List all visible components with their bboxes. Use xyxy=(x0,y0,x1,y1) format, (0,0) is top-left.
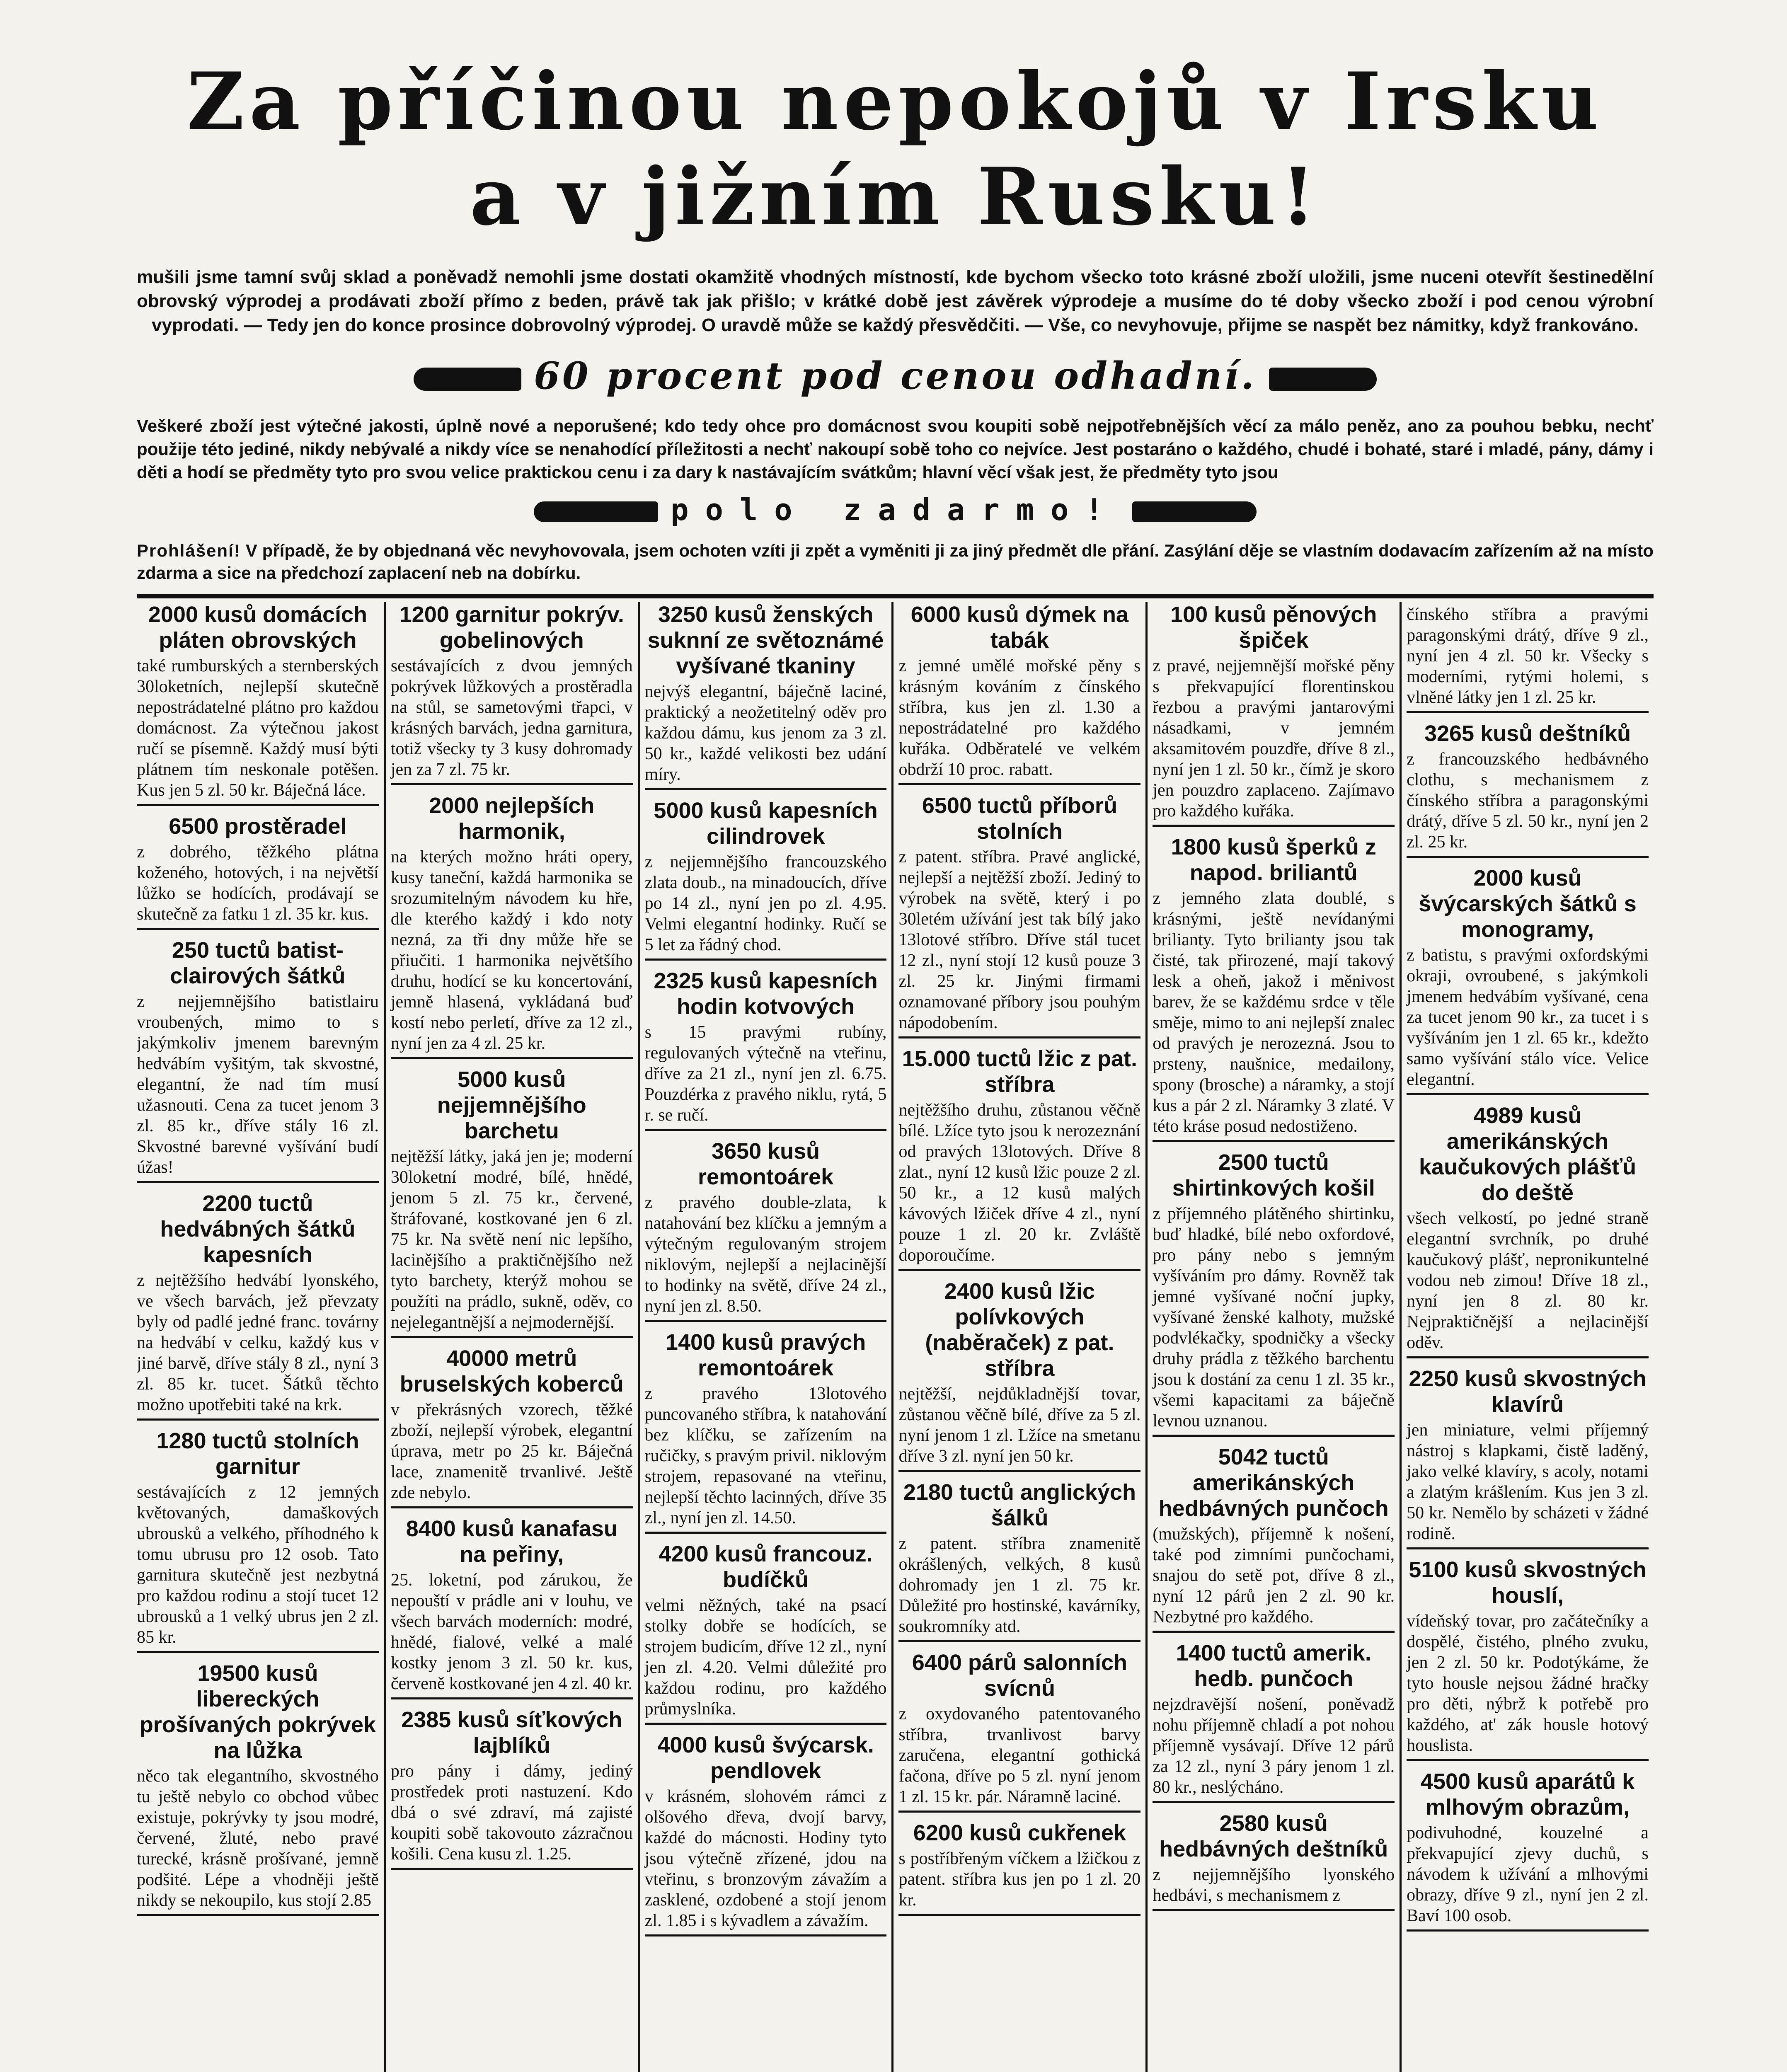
product-title: 2000 kusů domácích pláten obrovských xyxy=(148,602,368,653)
pointing-hand-left-icon xyxy=(414,368,521,391)
product-ad xyxy=(1407,604,1649,713)
product-description: nejvýš elegantní, báječně laciné, praktický a neožetitelný oděv pro každou dámu, kus jenom za 3 zl. 50 kr., každé velikosti bez udání míry. xyxy=(644,682,887,784)
product-ad xyxy=(391,602,633,785)
product-description: sestávajících z dvou jemných pokrývek lůžkových a prostěradla na stůl, se sametovými třapci, v krásných barvách, jedna garnitura, totiž všecky ty 3 kusy dohromady jen za 7 zl. 75 kr. xyxy=(390,656,633,779)
product-description: na kterých možno hráti opery, kusy taneční, každá harmonika se srozumitelným návodem ku hře, dle kterého každý i kdo noty nezná, za tři dny může hře se přiučiti. 1 harmonika největšího druhu, hodící se ku koncertování, jemně hlasená, vykládaná buď kostí nebo perletí, dříve za 12 zl., nyní jen za 4 zl. 25 kr. xyxy=(390,847,633,1053)
product-ad xyxy=(137,1661,379,1916)
product-title: 1400 tuctů amerik. hedb. punčoch xyxy=(1176,1641,1371,1691)
product-ad xyxy=(137,813,379,930)
product-ad xyxy=(645,798,887,961)
polo-zadarmo-text: polo zadarmo! xyxy=(671,492,1120,527)
product-ad xyxy=(898,793,1140,1038)
product-description: s postříbřeným víčkem a lžičkou z patent. stříbra kus jen po 1 zl. 20 kr. xyxy=(898,1849,1141,1910)
product-description: vídeňský tovar, pro začátečníky a dospělé, čistého, plného zvuku, jen 2 zl. 50 kr. Podotýkáme, že tyto housle nejsou žádné hračky pro děti, nýbrž k potřebě pro každého, at' zák housle hotový houslista. xyxy=(1407,1612,1649,1755)
product-description: z jemného zlata doublé, s krásnými, ještě nevídanými brilianty. Tyto brilianty jsou tak čisté, tak přirozené, mají takový lesk a oheň, jakož i měnivost barev, že se každému srdce v těle směje, mimo to ani nejlepší znalec od pravých je nerozezná. Jsou to prsteny, naušnice, medailony, spony (brosche) a náramky, a stojí kus a pár 2 zl. Náramky 3 zlaté. V této kráse posud nedostiženo. xyxy=(1153,889,1395,1136)
product-title: 1200 garnitur pokrýv. gobelinových xyxy=(399,602,624,653)
product-ad xyxy=(391,1346,633,1508)
product-ad xyxy=(1407,1103,1649,1358)
product-ad xyxy=(645,1732,887,1936)
polo-zadarmo-banner xyxy=(137,492,1654,527)
product-description: z nejjemnějšího lyonského hedbávi, s mechanismem z xyxy=(1153,1865,1395,1905)
product-ad xyxy=(1153,1640,1395,1803)
product-ad xyxy=(645,602,887,790)
product-title: 3265 kusů deštníků xyxy=(1424,721,1631,746)
product-description: nejzdravější nošení, poněvadž nohu příjemně chladí a pot nohou příjemně vysávají. Dříve 12 párů za 12 zl., nyní 3 páry jenom 1 zl. 80 kr., neslýcháno. xyxy=(1153,1695,1395,1797)
product-description: v překrásných vzorech, těžké zboží, nejlepší výrobek, elegantní úprava, metr po 25 kr. Báječná lace, znamenitě trvanlivé. Ještě zde nebylo. xyxy=(390,1400,633,1502)
product-ad xyxy=(645,968,887,1131)
product-ad xyxy=(1153,1150,1395,1437)
product-title: 2000 kusů švýcarských šátků s monogramy, xyxy=(1419,866,1637,942)
product-title: 1800 kusů šperků z napod. briliantů xyxy=(1171,835,1376,885)
body-paragraph: Veškeré zboží jest výtečné jakosti, úplně nové a neporušené; kdo tedy ohce pro domácnost svou koupiti sobě nejpotřebnějších věcí za málo peněz, ano za pouhou bebku, nechť použije této jediné, nikdy nebývalé a nikdy více se nenahodící příležitosti a nechť nakoupí sobě toho co nejvíce. Jest postaráno o každého, chudé i bohaté, staré i mladé, pány, dámy i děti a hodí se předměty tyto pro svou velice praktickou cenu i za dary k nastávajícím svátkům; hlavní věcí však jest, že předměty tyto jsou xyxy=(137,416,1654,482)
product-description: něco tak elegantního, skvostného tu ještě nebylo co obchod vůbec existuje, pokrývky ty jsou modré, červené, žluté, nebo pravé turecké, krásně prošívané, jemně podšité. Lépe a vhodněji ještě nikdy se nekoupilo, kus stojí 2.85 xyxy=(137,1767,379,1910)
product-title: 2250 kusů skvostných klavírů xyxy=(1409,1366,1647,1417)
product-ad xyxy=(898,1820,1140,1916)
column-5 xyxy=(1145,602,1400,2072)
divider-rule xyxy=(137,594,1654,598)
product-title: 1400 kusů pravých remontoárek xyxy=(665,1330,866,1380)
product-description: z pravé, nejjemnější mořské pěny s překvapující florentinskou řezbou a pravými jantarovými násadkami, v jemném aksamitovém pouzdře, dříve 8 zl., nyní jen 1 zl. 50 kr., čímž je skoro jen pouzdro zaplaceno. Zajímavo pro každého kuřáka. xyxy=(1153,656,1395,821)
declaration-label: Prohlášení! xyxy=(137,541,241,560)
product-description: z batistu, s pravými oxfordskými okraji, ovroubené, s jakýmkoli jmenem hedvábím vyšívané, cena za tucet jenom 90 kr., za tucet i s vyšíváním jen 1 zl. 65 kr., kdežto samo vyšívání stálo více. Velice elegantní. xyxy=(1407,946,1649,1089)
product-ad xyxy=(137,1191,379,1421)
product-title: 6000 kusů dýmek na tabák xyxy=(910,602,1129,653)
product-ad xyxy=(1407,1769,1649,1932)
product-description: nejtěžší látky, jaká jen je; moderní 30loketní modré, bílé, hnědé, jenom 5 zl. 75 kr., červené, štráfované, kostkované jen 6 zl. 75 kr. Na světě není nic lepšího, lacinějšího a praktičnějšího než tyto barchety, kterýž mohou se použíti na prádlo, sukně, oděv, co nejelegantnější a nejmodernější. xyxy=(390,1147,633,1332)
subheadline-text: 60 procent pod cenou odhadní. xyxy=(534,354,1257,398)
product-title: 2385 kusů síťkových lajblíků xyxy=(401,1707,622,1758)
product-description: z nejjemnějšího batistlairu vroubených, mimo to s jakýmkoliv jmenem barevným hedvábím vyšitým, tak skvostné, elegantní, že nad tím musí užasnouti. Cena za tucet jenom 3 zl. 85 kr., dříve stály 16 zl. Skvostné barevné vyšívání budí úžas! xyxy=(137,992,379,1177)
product-description: s 15 pravými rubíny, regulovaných výtečně na vteřinu, dříve za 21 zl., nyní jen zl. 6.75. Pouzdérka z pravého niklu, rytá, 5 r. se ručí. xyxy=(644,1023,887,1125)
product-title: 6400 párů salonních svícnů xyxy=(912,1650,1127,1701)
product-description: z pravého double-zlata, k natahování bez klíčku a jemným a výtečným regulovaným strojem niklovým, nejlepší a nejlacinější to hodinky na světě, dříve 24 zl., nyní jen zl. 8.50. xyxy=(644,1193,887,1316)
product-columns xyxy=(137,602,1654,2072)
headline-line-2: a v jižním Rusku! xyxy=(470,150,1321,243)
product-title: 6500 tuctů příborů stolních xyxy=(922,793,1117,844)
product-title: 3250 kusů ženských suknní ze světoznámé vyšívané tkaniny xyxy=(647,602,884,678)
product-description: podivuhodné, kouzelné a překvapující zjevy duchů, s návodem k užívání a mlhovými obrazy, dříve 9 zl., nyní jen 2 zl. Baví 100 osob. xyxy=(1407,1823,1649,1925)
product-description: velmi něžných, také na psací stolky dobře se hodících, se strojem budicím, dříve 12 zl., nyní jen zl. 4.20. Velmi důležité pro každou rodinu, pro každého průmyslníka. xyxy=(644,1596,887,1719)
column-2 xyxy=(384,602,638,2072)
product-ad xyxy=(1153,1444,1395,1633)
product-ad xyxy=(391,1707,633,1870)
product-title: 2500 tuctů shirtinkových košil xyxy=(1172,1150,1375,1201)
product-description: sestávajících z 12 jemných květovaných, damaškových ubrousků a velkého, příhodného k tomu ubrusu pro 12 osob. Tato garnitura skutečně jest nezbytná pro každou rodinu a stojí tucet 12 ubrousků a 1 velký ubrus jen 2 zl. 85 kr. xyxy=(137,1483,379,1647)
product-title: 4000 kusů švýcarsk. pendlovek xyxy=(657,1733,874,1783)
product-ad xyxy=(898,1479,1140,1642)
declaration-text: V případě, že by objednaná věc nevyhovovala, jsem ochoten vzíti ji zpět a vyměniti ji za jiný předmět dle přání. Zasýlání děje se vlastním dodavacím zařízením až na místo zdarma a sice na předchozí zaplacení neb na dobírku. xyxy=(137,541,1654,583)
product-title: 6200 kusů cukřenek xyxy=(913,1820,1126,1845)
product-title: 4500 kusů aparátů k mlhovým obrazům, xyxy=(1420,1769,1635,1820)
subheadline xyxy=(137,354,1654,398)
product-description: z nejjemnějšího francouzského zlata doub., na minadoucích, dříve po 14 zl., nyní jen po zl. 4.95. Velmi elegantní hodinky. Ručí se 5 let za řádný chod. xyxy=(644,852,887,954)
product-description: nejtěžší, nejdůkladnější tovar, zůstanou věčně bílé, dříve za 5 zl. nyní jenom 1 zl. Lžíce na smetanu dříve 3 zl. nyní jen 50 kr. xyxy=(898,1385,1141,1466)
product-description: z příjemného plátěného shirtinku, buď hladké, bílé nebo oxfordové, pro pány nebo s jemným vyšíváním pro dámy. Rovněž tak jemné vyšívané noční jupky, vyšívané ženské kalhoty, mužské podvlékačky, spodničky a všecky druhy prádla z těžkého barchentu jsou k dostání za cenu 1 zl. 35 kr., všemi kapacitami za báječně levnou uznanou. xyxy=(1153,1204,1395,1431)
product-description: z jemné umělé mořské pěny s krásným kováním z čínského stříbra, kus jen zl. 1.30 a nepostrádatelné pro každého kuřáka. Odběratelé ve velkém obdrží 10 proc. rabatt. xyxy=(898,656,1141,779)
pointing-hand-right-icon xyxy=(1269,368,1377,391)
product-description: z patent. stříbra. Pravé anglické, nejlepší a nejtěžší zboží. Jediný to výrobek na světě, který i po 30letém užívání jest tak bílý jako 13lotové stříbro. Dříve stál tucet 12 zl., nyní stojí 12 kusů pouze 3 zl. 25 kr. Jinými firmami oznamované příbory jsou pouhým nápodobením. xyxy=(898,847,1141,1032)
product-ad xyxy=(898,1650,1140,1813)
product-description: jen miniature, velmi příjemný nástroj s klapkami, čistě laděný, jako velké klavíry, s acoly, notami a zlatým krášlením. Kus jen 3 zl. 50 kr. Nemělo by scházeti v žádné rodině. xyxy=(1407,1421,1649,1543)
product-title: 8400 kusů kanafasu na peřiny, xyxy=(406,1516,617,1567)
product-description: také rumburských a sternberských 30loketních, nejlepší skutečně nepostrádatelné plátno pro každou domácnost. Za výtečnou jakost ručí se písemně. Každý musí býti plátnem tím neskonale potěšen. Kus jen 5 zl. 50 kr. Báječná láce. xyxy=(137,656,379,800)
product-title: 2400 kusů lžic polívkových (naběraček) z pat. stříbra xyxy=(925,1279,1114,1381)
product-description: čínského stříbra a pravými paragonskými drátý, dříve 9 zl., nyní jen 4 zl. 50 kr. Všecky s moderními, rytými holemi, s vlněné látky jen 1 zl. 25 kr. xyxy=(1407,605,1649,707)
product-title: 4989 kusů amerikánských kaučukových plášťů do deště xyxy=(1419,1103,1637,1205)
product-description: pro pány i dámy, jediný prostředek proti nastuzení. Kdo dbá o své zdraví, má zajisté koupiti sobě takovouto zázračnou košili. Cena kusu zl. 1.25. xyxy=(390,1762,633,1864)
product-title: 5000 kusů kapesních cilindrovek xyxy=(654,798,878,849)
product-title: 6500 prostěradel xyxy=(169,814,347,839)
product-ad xyxy=(898,1046,1140,1271)
product-ad xyxy=(1407,721,1649,858)
product-ad xyxy=(1407,1557,1649,1761)
column-1 xyxy=(137,602,384,2072)
product-title: 5100 kusů skvostných houslí, xyxy=(1409,1557,1647,1608)
product-ad xyxy=(391,1516,633,1699)
product-ad xyxy=(898,1278,1140,1472)
declaration xyxy=(137,540,1654,584)
advertisement-page xyxy=(137,55,1654,2072)
product-description: z francouzského hedbávného clothu, s mechanismem z čínského stříbra a paragonskými drátý, dříve 5 zl. 50 kr., nyní jen 2 zl. 25 kr. xyxy=(1407,750,1649,852)
product-description: v krásném, slohovém rámci z olšového dřeva, dvojí barvy, každé do mácnosti. Hodiny tyto jsou výtečně zřízené, jdou na vteřinu, s bronzovým závažím a zasklené, ozdobené a stojí jenom zl. 1.85 i s kývadlem a závažím. xyxy=(644,1787,887,1930)
product-ad xyxy=(1153,1811,1395,1911)
product-title: 2000 nejlepších harmonik, xyxy=(429,793,595,844)
product-description: 25. loketní, pod zárukou, že nepouští v prádle ani v louhu, ve všech barvách moderních: modré, hnědé, fialové, velké a malé kostky jenom 3 zl. 50 kr. kus, červeně kostkované jen 4 zl. 40 kr. xyxy=(390,1571,633,1693)
product-description: všech velkostí, po jedné straně elegantní svrchník, po druhé kaučukový plášť, nepronikuntelné vodou neb zimou! Dříve 18 zl., nyní jen 8 zl. 80 kr. Nejpraktičnější a nejlacinější oděv. xyxy=(1407,1209,1649,1352)
product-ad xyxy=(645,1541,887,1725)
product-ad xyxy=(1407,1366,1649,1549)
product-title: 40000 metrů bruselských koberců xyxy=(400,1346,624,1397)
column-4 xyxy=(891,602,1145,2072)
product-ad xyxy=(1407,865,1649,1095)
product-ad xyxy=(645,1329,887,1534)
product-title: 2200 tuctů hedvábných šátků kapesních xyxy=(160,1191,356,1267)
product-title: 4200 kusů francouz. budíčků xyxy=(659,1542,873,1592)
product-description: z nejtěžšího hedvábí lyonského, ve všech barvách, jež převzaty byly od padlé jedné franc. továrny na hedvábí v celku, každý kus v jiné barvě, dříve stály 8 zl., nyní 3 zl. 85 kr. tucet. Šátků těchto možno upotřebiti také na krk. xyxy=(137,1271,379,1414)
product-description: (mužských), příjemně k nošení, také pod zimními punčochami, snajou do setě pot, dříve 8 zl., nyní 12 párů jen 2 zl. 90 kr. Nezbytné pro každého. xyxy=(1153,1525,1395,1627)
product-title: 5000 kusů nejjemnějšího barchetu xyxy=(437,1067,586,1143)
pointing-hand-right-icon xyxy=(1132,501,1257,522)
product-ad xyxy=(898,602,1140,785)
product-ad xyxy=(391,793,633,1059)
product-title: 1280 tuctů stolních garnitur xyxy=(156,1428,359,1479)
product-title: 2180 tuctů anglických šálků xyxy=(903,1480,1136,1530)
pointing-hand-left-icon xyxy=(534,501,658,522)
product-title: 15.000 tuctů lžic z pat. stříbra xyxy=(902,1046,1137,1097)
headline-line-1: Za příčinou nepokojů v Irsku xyxy=(186,55,1604,148)
product-ad xyxy=(1153,602,1395,827)
product-title: 5042 tuctů amerikánských hedbávných punčoch xyxy=(1158,1445,1389,1521)
product-description: z dobrého, těžkého plátna koženého, hotových, i na největší lůžko se hodících, prodávají se skutečně za fatku 1 zl. 35 kr. kus. xyxy=(137,842,379,924)
column-6 xyxy=(1400,602,1654,2072)
product-ad xyxy=(137,1428,379,1653)
product-description: nejtěžšího druhu, zůstanou věčně bílé. Lžíce tyto jsou k nerozeznání od pravých 13lotových. Dříve 8 zlat., nyní 12 kusů lžic pouze 2 zl. 50 kr., a 12 kusů malých kávových lžiček dříve 4 zl., nyní pouze 1 zl. 20 kr. Zvláště doporoučíme. xyxy=(898,1101,1141,1265)
product-title: 250 tuctů batist-clairových šátků xyxy=(170,938,346,988)
product-description: z patent. stříbra znamenitě okrášlených, velkých, 8 kusů dohromady jen 1 zl. 75 kr. Důležité pro hostinské, kavárníky, soukromníky atd. xyxy=(898,1534,1141,1636)
product-title: 19500 kusů libereckých prošívaných pokrývek na lůžka xyxy=(139,1661,376,1763)
product-ad xyxy=(645,1138,887,1322)
product-ad xyxy=(1153,834,1395,1142)
product-title: 100 kusů pěnových špiček xyxy=(1170,602,1377,653)
product-ad xyxy=(391,1067,633,1338)
intro-paragraph: mušili jsme tamní svůj sklad a poněvadž nemohli jsme dostati okamžitě vhodných místností, kde bychom všecko toto krásné zboží uložili, jsme nuceni otevřít šestinedělní obrovský výprodej a prodávati zboží přímo z beden, právě tak jak přišlo; v krátké době jest závěrek výprodeje a musíme do té doby všecko zboží i pod cenou výrobní vyprodati. — Tedy jen do konce prosince dobrovolný výprodej. O uravdě může se každý přesvědčiti. — Vše, co nevyhovuje, přijme se naspět bez námitky, když frankováno. xyxy=(137,267,1654,335)
product-title: 3650 kusů remontoárek xyxy=(698,1139,834,1189)
product-title: 2580 kusů hedbávných deštníků xyxy=(1159,1811,1388,1861)
product-description: z pravého 13lotového puncovaného stříbra, k natahování bez klíčku, se zařízením na ručičky, s pravým privil. niklovým strojem, repasované na vteřinu, nejlepší těchto lacinných, dříve 35 zl., nyní jen zl. 14.50. xyxy=(644,1384,887,1527)
product-ad xyxy=(137,937,379,1183)
product-ad xyxy=(137,602,379,806)
product-description: z oxydovaného patentovaného stříbra, trvanlivost barvy zaručena, elegantní gothická fačona, dříve po 5 zl. nyní jenom 1 zl. 15 kr. pár. Náramně laciné. xyxy=(898,1704,1141,1806)
column-3 xyxy=(638,602,892,2072)
product-title: 2325 kusů kapesních hodin kotvových xyxy=(654,968,878,1019)
